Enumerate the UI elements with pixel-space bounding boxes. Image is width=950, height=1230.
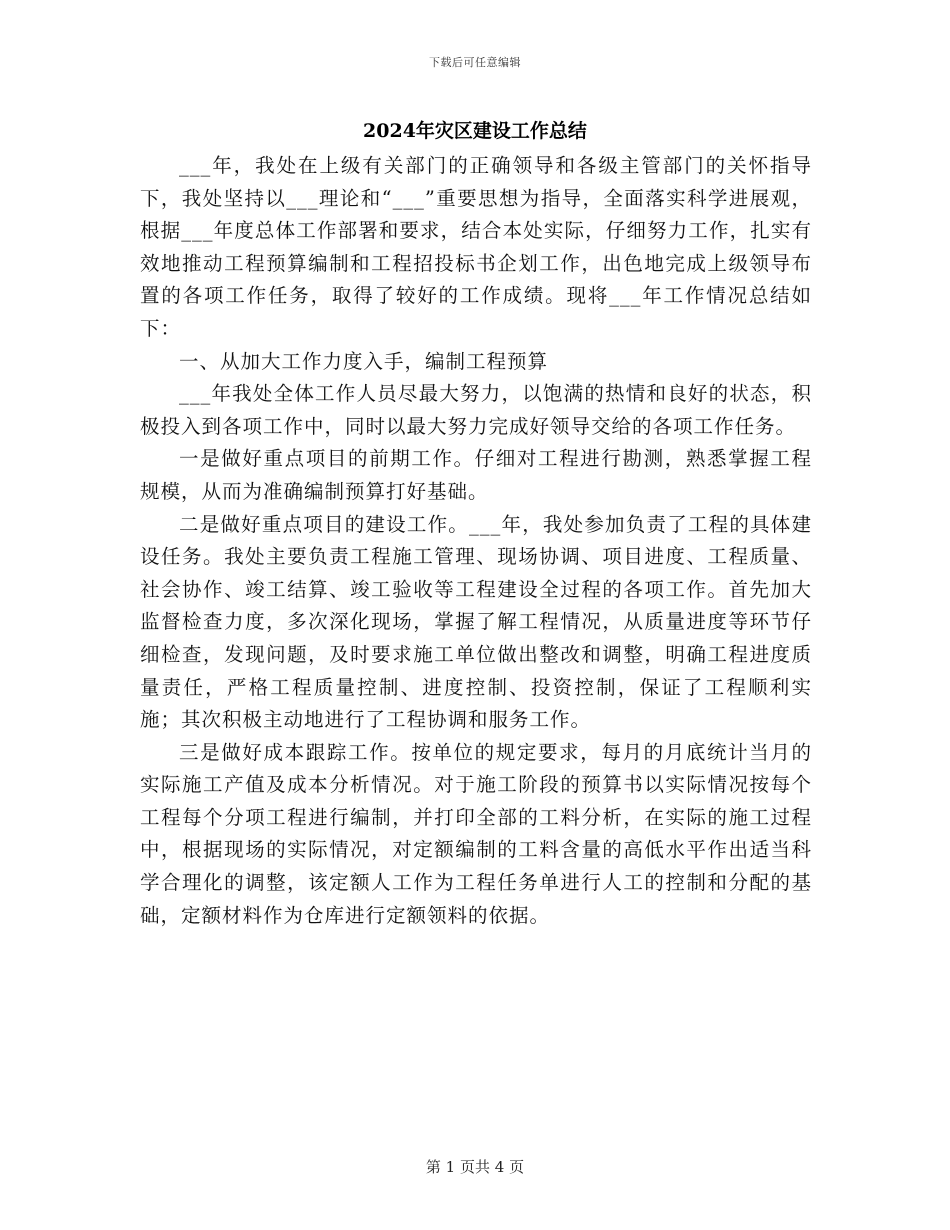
header-note: 下载后可任意编辑	[429, 56, 521, 69]
document-title: 2024年灾区建设工作总结	[363, 120, 587, 142]
paragraph-intro: ___年，我处在上级有关部门的正确领导和各级主管部门的关怀指导下，我处坚持以___理论和“___”重要思想为指导，全面落实科学进展观，根据___年度总体工作部署和要求，结合本处实际，仔细努力工作，扎实有效地推动工程预算编制和工程招投标书企划工作，出色地完成上级领导布置的各项工作任务，取得了较好的工作成绩。现将___年工作情况总结如下：	[140, 154, 812, 340]
paragraph-point-3: 三是做好成本跟踪工作。按单位的规定要求，每月的月底统计当月的实际施工产值及成本分析情况。对于施工阶段的预算书以实际情况按每个工程每个分项工程进行编制，并打印全部的工料分析，在实际的施工过程中，根据现场的实际情况，对定额编制的工料含量的高低水平作出适当科学合理化的调整，该定额人工作为工程任务单进行人工的控制和分配的基础，定额材料作为仓库进行定额领料的依据。	[140, 740, 812, 927]
section-heading-1: 一、从加大工作力度入手，编制工程预算	[179, 349, 549, 373]
paragraph-point-2: 二是做好重点项目的建设工作。___年，我处参加负责了工程的具体建设任务。我处主要负责工程施工管理、现场协调、项目进度、工程质量、社会协作、竣工结算、竣工验收等工程建设全过程的各项工作。首先加大监督检查力度，多次深化现场，掌握了解工程情况，从质量进度等环节仔细检查，发现问题，及时要求施工单位做出整改和调整，明确工程进度质量责任，严格工程质量控制、进度控制、投资控制，保证了工程顺利实施；其次积极主动地进行了工程协调和服务工作。	[140, 512, 812, 732]
paragraph-point-1: 一是做好重点项目的前期工作。仔细对工程进行勘测，熟悉掌握工程规模，从而为准确编制预算打好基础。	[140, 447, 812, 503]
document-body	[140, 150, 812, 932]
paragraph-overview: ___年我处全体工作人员尽最大努力，以饱满的热情和良好的状态，积极投入到各项工作中，同时以最大努力完成好领导交给的各项工作任务。	[140, 382, 812, 438]
page-number: 第 1 页共 4 页	[425, 1158, 525, 1176]
